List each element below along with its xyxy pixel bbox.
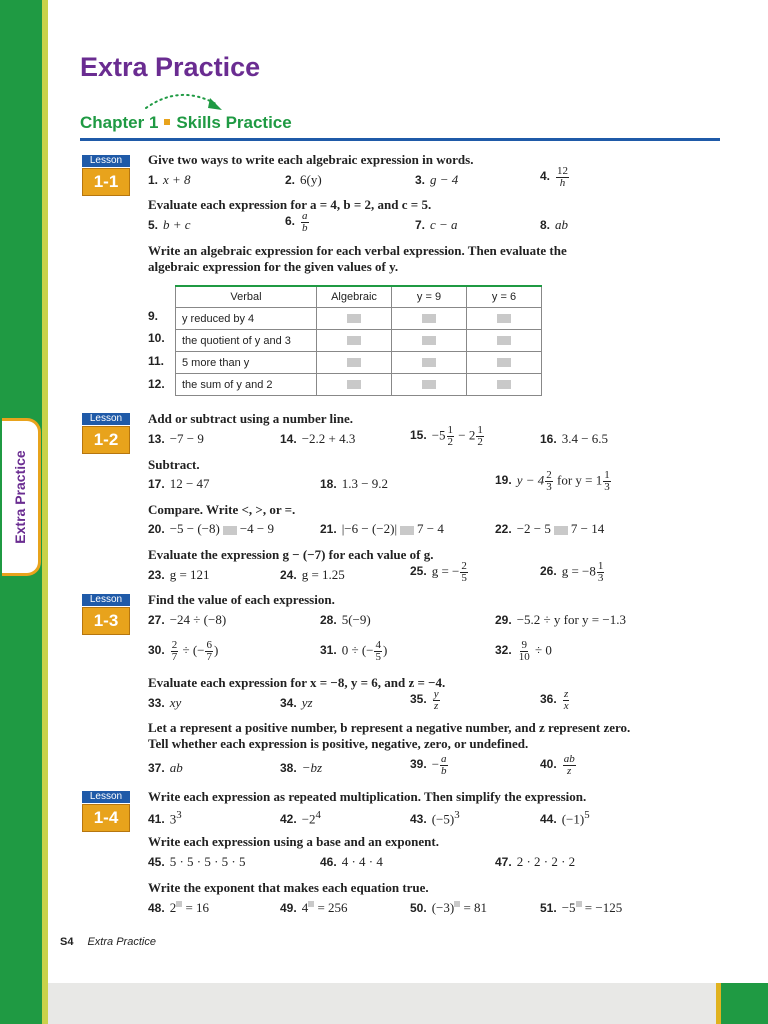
verbal-cell: the quotient of y and 3 (176, 330, 317, 352)
verbal-cell: 5 more than y (176, 352, 317, 374)
verbal-cell: the sum of y and 2 (176, 374, 317, 396)
instruction: Subtract. (148, 457, 200, 472)
numerator: 6 (206, 639, 212, 651)
answer-cell[interactable] (392, 330, 467, 352)
problem-number: 36. (540, 692, 557, 707)
problem-number: 41. (148, 812, 165, 827)
problem-1 (148, 172, 191, 188)
fraction (440, 754, 448, 777)
fraction (476, 425, 484, 448)
square-bullet-icon (164, 119, 170, 125)
answer-placeholder[interactable] (223, 526, 237, 535)
problem-39 (410, 754, 449, 777)
numerator: a (302, 210, 308, 222)
fraction (556, 166, 569, 189)
problem-number: 6. (285, 214, 296, 229)
problem-6 (285, 211, 310, 234)
problem-46 (320, 854, 383, 870)
exponent: 3 (454, 809, 460, 821)
problem-number: 16. (540, 432, 557, 446)
denominator: 5 (375, 651, 381, 663)
instruction: Write each expression using a base and an exponent. (148, 834, 439, 849)
problem-number: 5. (148, 218, 159, 232)
problem-number: 20. (148, 522, 165, 536)
problem-2 (285, 172, 322, 188)
table-row (176, 330, 542, 352)
problem-number: 39. (410, 757, 427, 772)
problem-number: 49. (280, 901, 297, 915)
problem-number: 23. (148, 568, 165, 582)
problem-19 (495, 470, 612, 493)
expression: 12 − 47 (169, 476, 210, 491)
problem-25 (410, 561, 469, 584)
numerator: 4 (375, 639, 381, 651)
problem-47 (495, 854, 575, 870)
answer-cell[interactable] (467, 330, 542, 352)
problem-28 (320, 612, 371, 628)
problem-45 (148, 854, 246, 870)
numerator: ab (563, 753, 575, 765)
expression: − (431, 756, 440, 772)
expression-left: −5 − (−8) (169, 521, 220, 536)
expression: b + c (163, 217, 191, 232)
problem-26 (540, 561, 605, 584)
chapter-heading (80, 113, 292, 133)
problem-35 (410, 689, 441, 712)
problem-4 (540, 166, 570, 189)
expression: 4 · 4 · 4 (341, 854, 383, 869)
fraction (447, 425, 455, 448)
numerator: 2 (461, 560, 467, 572)
fraction (603, 470, 611, 493)
expression: g − 4 (430, 172, 459, 187)
problem-31 (320, 640, 387, 663)
lesson-number: 1-3 (82, 607, 130, 635)
expression-left: |−6 − (−2)| (341, 521, 398, 536)
lesson-badge-1-4 (82, 791, 130, 832)
answer-placeholder (347, 314, 361, 323)
denominator: 2 (477, 436, 483, 448)
problem-38 (280, 760, 322, 776)
expression: 5(−9) (341, 612, 371, 627)
expression: ) (213, 642, 219, 658)
base: −2 (301, 811, 316, 827)
instruction: Write the exponent that makes each equation true. (148, 880, 429, 895)
numerator: a (441, 753, 447, 765)
verbal-expression-table (175, 285, 542, 396)
lesson-number: 1-1 (82, 168, 130, 196)
expression: = −125 (581, 900, 623, 915)
expression: for y = 1 (553, 472, 603, 488)
problem-number: 18. (320, 477, 337, 491)
problem-23 (148, 567, 210, 583)
expression: − 2 (455, 427, 476, 443)
expression: ab (169, 760, 183, 775)
problem-33 (148, 695, 181, 711)
instruction: Evaluate the expression g − (−7) for each value of g. (148, 547, 434, 562)
answer-placeholder (422, 358, 436, 367)
problem-34 (280, 695, 313, 711)
fraction (597, 561, 605, 584)
expression: −5 (431, 427, 446, 443)
base: 4 (301, 900, 309, 915)
problem-29 (495, 612, 626, 628)
problem-8 (540, 217, 568, 233)
lesson-label: Lesson (82, 594, 130, 606)
problem-13 (148, 431, 204, 447)
instruction: Evaluate each expression for x = −8, y = 6, and z = −4. (148, 675, 446, 690)
denominator: 5 (461, 572, 467, 584)
answer-placeholder (347, 358, 361, 367)
problem-number: 4. (540, 169, 551, 184)
answer-cell[interactable] (392, 308, 467, 330)
denominator: 2 (447, 436, 454, 448)
answer-placeholder (497, 380, 511, 389)
fraction (563, 754, 576, 777)
answer-placeholder (497, 358, 511, 367)
corner-green-block (716, 983, 768, 1024)
expression: −7 − 9 (169, 431, 204, 446)
problem-number: 48. (148, 901, 165, 915)
expression-left: −2 − 5 (516, 521, 551, 536)
expression: −2.2 + 4.3 (301, 431, 356, 446)
denominator: b (302, 222, 308, 234)
table-row-number: 11. (148, 354, 165, 368)
fraction (205, 640, 213, 663)
denominator: 10 (518, 651, 530, 663)
numerator: y (433, 688, 439, 700)
problem-number: 28. (320, 613, 337, 627)
denominator: h (559, 177, 566, 189)
problem-30 (148, 640, 218, 663)
problem-40 (540, 754, 577, 777)
problem-21 (320, 521, 444, 537)
problem-number: 27. (148, 613, 165, 627)
table-header-row (176, 286, 542, 308)
problem-number: 25. (410, 564, 427, 579)
problem-number: 50. (410, 901, 427, 915)
expression: 3.4 − 6.5 (561, 431, 609, 446)
problem-number: 8. (540, 218, 551, 232)
problem-number: 3. (415, 173, 426, 187)
dotted-arrow-icon (140, 88, 230, 116)
expression: −bz (301, 760, 323, 775)
base: (−5) (431, 811, 455, 827)
problem-number: 22. (495, 522, 512, 536)
verbal-cell: y reduced by 4 (176, 308, 317, 330)
problem-3 (415, 172, 458, 188)
expression: 0 ÷ (− (341, 642, 374, 658)
problem-number: 31. (320, 643, 337, 658)
expression: −5.2 ÷ y for y = −1.3 (516, 612, 626, 627)
fraction (171, 640, 179, 663)
problem-number: 42. (280, 812, 297, 827)
base: −5 (561, 900, 576, 915)
problem-number: 43. (410, 812, 427, 827)
answer-placeholder (422, 314, 436, 323)
problem-number: 29. (495, 613, 512, 627)
denominator: b (441, 765, 447, 777)
lesson-label: Lesson (82, 791, 130, 803)
base: (−1) (561, 811, 585, 827)
problem-number: 26. (540, 564, 557, 579)
problem-20 (148, 521, 274, 537)
problem-27 (148, 612, 226, 628)
instruction: Compare. Write <, >, or =. (148, 502, 296, 517)
table-row (176, 308, 542, 330)
problem-41 (148, 809, 182, 827)
fraction (545, 470, 553, 493)
numerator: 1 (604, 469, 610, 481)
numerator: 2 (546, 469, 552, 481)
problem-number: 17. (148, 477, 165, 491)
problem-42 (280, 809, 321, 827)
table-header: y = 9 (392, 286, 467, 308)
instruction: Write an algebraic expression for each verbal expression. Then evaluate the algebraic expression for the given values of y. (148, 243, 567, 274)
problem-number: 40. (540, 757, 557, 772)
problem-24 (280, 567, 345, 583)
answer-cell[interactable] (317, 374, 392, 396)
base: 3 (169, 811, 177, 827)
fraction (563, 689, 570, 712)
page-number: S4 (60, 936, 74, 948)
problem-number: 38. (280, 761, 297, 775)
exponent: 4 (315, 809, 321, 821)
table-row-number: 12. (148, 377, 165, 391)
answer-cell[interactable] (467, 352, 542, 374)
expression-right: 7 − 14 (570, 521, 605, 536)
table-header: y = 6 (467, 286, 542, 308)
table-row-number: 9. (148, 309, 159, 323)
fraction (374, 640, 382, 663)
problem-7 (415, 217, 458, 233)
expression: = 256 (314, 900, 348, 915)
problem-36 (540, 689, 571, 712)
side-tab[interactable] (2, 418, 41, 576)
instruction: Give two ways to write each algebraic expression in words. (148, 152, 474, 167)
denominator: 7 (206, 651, 212, 663)
exponent: 5 (584, 809, 590, 821)
table-header: Verbal (176, 286, 317, 308)
lesson-number: 1-2 (82, 426, 130, 454)
problem-48 (148, 900, 209, 916)
problem-14 (280, 431, 355, 447)
problem-17 (148, 476, 210, 492)
problem-number: 46. (320, 855, 337, 869)
table-row (176, 374, 542, 396)
answer-cell[interactable] (392, 352, 467, 374)
problem-number: 13. (148, 432, 165, 446)
numerator: 1 (477, 424, 483, 436)
problem-18 (320, 476, 388, 492)
problem-number: 15. (410, 428, 427, 443)
answer-placeholder (347, 336, 361, 345)
expression: ÷ 0 (531, 642, 552, 658)
expression: y − 4 (516, 472, 545, 488)
problem-44 (540, 809, 590, 827)
lesson-label: Lesson (82, 413, 130, 425)
base: 2 (169, 900, 177, 915)
problem-number: 21. (320, 522, 337, 536)
problem-number: 30. (148, 643, 165, 658)
problem-number: 51. (540, 901, 557, 915)
answer-cell[interactable] (392, 374, 467, 396)
problem-number: 7. (415, 218, 426, 232)
answer-placeholder (422, 336, 436, 345)
chapter-label: Chapter 1 (80, 113, 159, 132)
expression: −24 ÷ (−8) (169, 612, 227, 627)
page-title: Extra Practice (80, 52, 261, 82)
problem-50 (410, 900, 487, 916)
problem-43 (410, 809, 460, 827)
problem-51 (540, 900, 622, 916)
denominator: x (563, 700, 569, 712)
problem-number: 37. (148, 761, 165, 775)
problem-number: 1. (148, 173, 159, 187)
expression: 1.3 − 9.2 (341, 476, 389, 491)
lesson-number: 1-4 (82, 804, 130, 832)
table-row-number: 10. (148, 331, 165, 345)
page-footer (60, 936, 156, 948)
answer-cell[interactable] (317, 330, 392, 352)
expression: 5 · 5 · 5 · 5 · 5 (169, 854, 246, 869)
problem-number: 33. (148, 696, 165, 710)
chapter-rule (80, 138, 720, 141)
expression: = 81 (460, 900, 488, 915)
answer-placeholder (497, 336, 511, 345)
expression: ) (382, 642, 388, 658)
fraction (460, 561, 468, 584)
expression: g = 1.25 (301, 567, 345, 582)
answer-cell[interactable] (467, 374, 542, 396)
instruction: Write each expression as repeated multiplication. Then simplify the expression. (148, 789, 587, 804)
side-tab-label: Extra Practice (12, 450, 28, 544)
answer-placeholder (347, 380, 361, 389)
lesson-badge-1-1 (82, 155, 130, 196)
denominator: z (433, 700, 439, 712)
expression-right: −4 − 9 (239, 521, 275, 536)
expression: ÷ (− (179, 642, 205, 658)
expression: ab (555, 217, 569, 232)
problem-number: 24. (280, 568, 297, 582)
expression: g = −8 (561, 563, 596, 579)
answer-cell[interactable] (317, 308, 392, 330)
numerator: 9 (521, 639, 527, 651)
numerator: 2 (171, 639, 178, 651)
problem-number: 19. (495, 473, 512, 488)
fraction (301, 211, 309, 234)
answer-placeholder (422, 380, 436, 389)
denominator: 7 (171, 651, 178, 663)
problem-number: 2. (285, 173, 296, 187)
numerator: 12 (557, 165, 569, 177)
lesson-badge-1-3 (82, 594, 130, 635)
expression: x + 8 (163, 172, 191, 187)
problem-22 (495, 521, 604, 537)
fraction (433, 689, 440, 712)
denominator: 3 (546, 481, 552, 493)
instruction: Find the value of each expression. (148, 592, 335, 607)
denominator: 3 (604, 481, 610, 493)
numerator: z (563, 688, 569, 700)
numerator: 1 (447, 424, 454, 436)
answer-cell[interactable] (317, 352, 392, 374)
problem-32 (495, 640, 552, 663)
problem-number: 47. (495, 855, 512, 869)
problem-number: 32. (495, 643, 512, 658)
expression-right: 7 − 4 (417, 521, 444, 536)
exponent: 3 (176, 809, 182, 821)
instruction: Add or subtract using a number line. (148, 411, 354, 426)
expression: = 16 (182, 900, 210, 915)
problem-15 (410, 425, 485, 448)
base: (−3) (431, 900, 455, 915)
problem-number: 34. (280, 696, 297, 710)
instruction: Evaluate each expression for a = 4, b = 2, and c = 5. (148, 197, 432, 212)
problem-number: 14. (280, 432, 297, 446)
footer-label: Extra Practice (87, 936, 156, 948)
denominator: z (567, 765, 572, 777)
answer-cell[interactable] (467, 308, 542, 330)
instruction: Let a represent a positive number, b represent a negative number, and z represent zero. Tell whether each expression is positive, negative, zero, or undefined. (148, 720, 631, 751)
answer-placeholder (497, 314, 511, 323)
numerator: 1 (597, 560, 604, 572)
lesson-badge-1-2 (82, 413, 130, 454)
expression: g = 121 (169, 567, 210, 582)
answer-placeholder[interactable] (400, 526, 414, 535)
expression: 6(y) (300, 172, 322, 187)
problem-49 (280, 900, 348, 916)
expression: yz (301, 695, 313, 710)
denominator: 3 (597, 572, 604, 584)
problem-16 (540, 431, 608, 447)
problem-number: 44. (540, 812, 557, 827)
expression: 2 · 2 · 2 · 2 (516, 854, 576, 869)
table-header: Algebraic (317, 286, 392, 308)
fraction (518, 640, 531, 663)
problem-number: 45. (148, 855, 165, 869)
problem-37 (148, 760, 183, 776)
expression: xy (169, 695, 182, 710)
lesson-label: Lesson (82, 155, 130, 167)
expression: g = − (431, 563, 460, 579)
table-row (176, 352, 542, 374)
problem-number: 35. (410, 692, 427, 707)
problem-5 (148, 217, 191, 233)
chapter-subtitle: Skills Practice (176, 113, 292, 132)
answer-placeholder[interactable] (554, 526, 568, 535)
expression: c − a (430, 217, 458, 232)
